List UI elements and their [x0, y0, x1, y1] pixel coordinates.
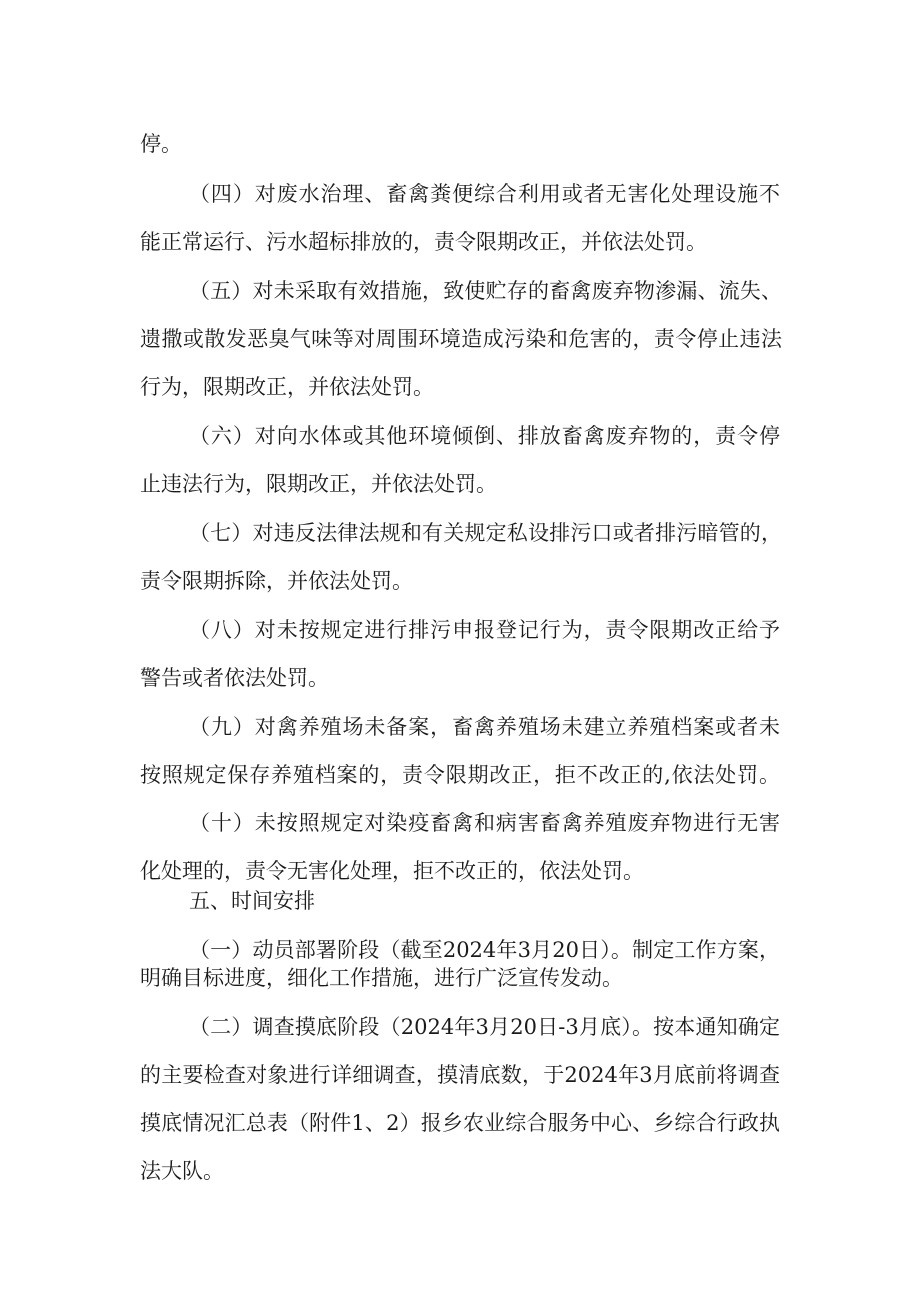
text-line: （四）对废水治理、畜禽粪便综合利用或者无害化处理设施不 [189, 182, 780, 206]
text-line: （九）对禽养殖场未备案，畜禽养殖场未建立养殖档案或者未 [189, 715, 780, 739]
text-line: （二）调查摸底阶段（2024年3月20日-3月底）。按本通知确定 [189, 1015, 780, 1039]
text-line: （十）未按照规定对染疫畜禽和病害畜禽养殖废弃物进行无害 [189, 811, 780, 835]
text-line: 警告或者依法处罚。 [140, 666, 329, 690]
text-line: 化处理的，责令无害化处理，拒不改正的，依法处罚。 [140, 859, 644, 883]
text-line: （六）对向水体或其他环境倾倒、排放畜禽废弃物的，责令停 [189, 424, 780, 448]
text-line: 遗撒或散发恶臭气味等对周围环境造成污染和危害的，责令停止违法 [140, 327, 782, 351]
text-line: 停。 [140, 132, 182, 156]
text-line: 止违法行为，限期改正，并依法处罚。 [140, 472, 497, 496]
text-line: （八）对未按规定进行排污申报登记行为，责令限期改正给予 [189, 618, 780, 642]
text-line: （五）对未采取有效措施，致使贮存的畜禽废弃物渗漏、流失、 [189, 279, 782, 303]
text-line: 法大队。 [140, 1159, 224, 1183]
text-line: （七）对违反法律法规和有关规定私设排污口或者排污暗管的， [189, 521, 782, 545]
text-line: 明确目标进度，细化工作措施，进行广泛宣传发动。 [140, 966, 623, 990]
text-line: 的主要检查对象进行详细调查，摸清底数，于2024年3月底前将调查 [140, 1063, 780, 1087]
text-line: 能正常运行、污水超标排放的，责令限期改正，并依法处罚。 [140, 230, 707, 254]
text-line: 按照规定保存养殖档案的，责令限期改正，拒不改正的,依法处罚。 [140, 763, 780, 787]
text-line: 责令限期拆除，并依法处罚。 [140, 569, 413, 593]
section-heading: 五、时间安排 [189, 889, 315, 913]
text-line: （一）动员部署阶段（截至2024年3月20日）。制定工作方案， [189, 938, 780, 962]
text-line: 行为，限期改正，并依法处罚。 [140, 375, 434, 399]
text-line: 摸底情况汇总表（附件1、2）报乡农业综合服务中心、乡综合行政执 [140, 1111, 780, 1135]
